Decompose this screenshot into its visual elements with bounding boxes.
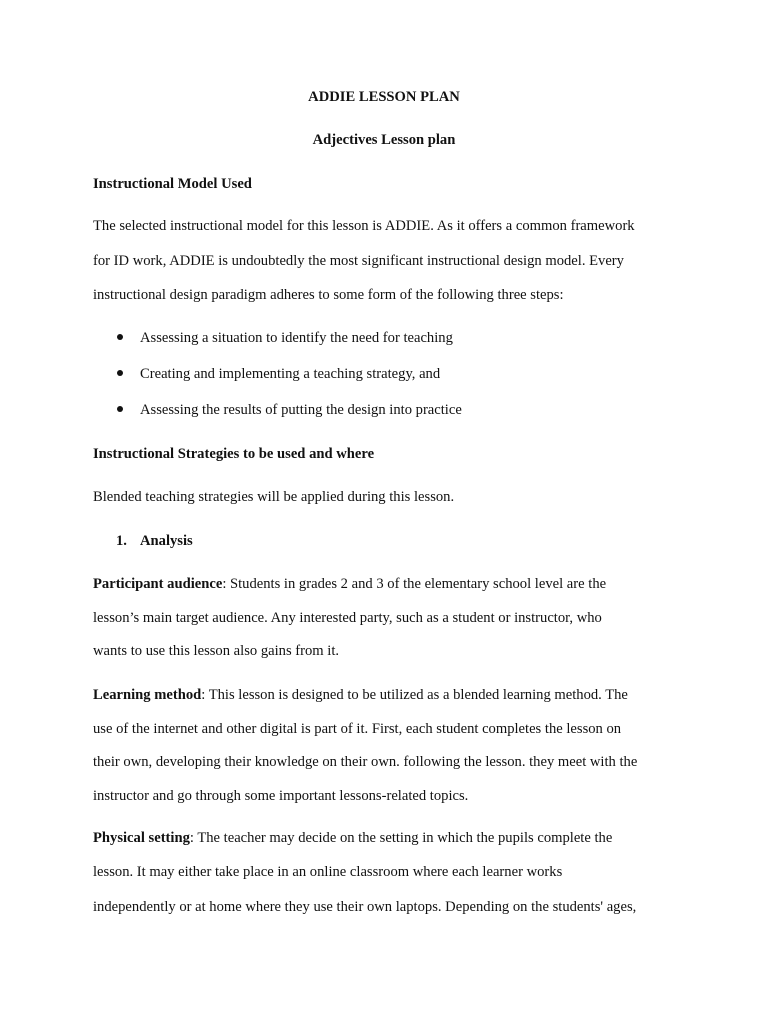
paragraph-line: use of the internet and other digital is part of it. First, each student completes the lesson on bbox=[93, 721, 622, 737]
paragraph-line: their own, developing their knowledge on their own. following the lesson. they meet with the bbox=[93, 754, 638, 770]
bullet-item: Assessing a situation to identify the need for teaching bbox=[140, 330, 453, 346]
bullet-icon bbox=[117, 406, 123, 412]
paragraph-line: Blended teaching strategies will be applied during this lesson. bbox=[93, 489, 455, 505]
physical-label: Physical setting bbox=[93, 830, 190, 846]
bullet-icon bbox=[117, 370, 123, 376]
paragraph-line: instructor and go through some important lessons-related topics. bbox=[93, 788, 469, 804]
physical-line bbox=[93, 829, 612, 847]
paragraph-line: lesson. It may either take place in an online classroom where each learner works bbox=[93, 864, 563, 880]
learning-line bbox=[93, 686, 628, 704]
list-title-analysis: Analysis bbox=[140, 533, 193, 549]
section-heading-model: Instructional Model Used bbox=[93, 176, 252, 192]
participant-label: Participant audience bbox=[93, 576, 223, 592]
learning-label: Learning method bbox=[93, 687, 202, 703]
paragraph-line: for ID work, ADDIE is undoubtedly the most significant instructional design model. Every bbox=[93, 253, 624, 269]
section-heading-strategies: Instructional Strategies to be used and where bbox=[93, 446, 375, 462]
paragraph-line: lesson’s main target audience. Any interested party, such as a student or instructor, who bbox=[93, 610, 602, 626]
physical-text: : The teacher may decide on the setting in which the pupils complete the bbox=[189, 830, 613, 846]
learning-text: : This lesson is designed to be utilized as a blended learning method. The bbox=[201, 687, 628, 703]
participant-line bbox=[93, 575, 606, 593]
list-number: 1. bbox=[116, 533, 127, 549]
bullet-item: Creating and implementing a teaching strategy, and bbox=[140, 366, 441, 382]
paragraph-line: wants to use this lesson also gains from it. bbox=[93, 643, 340, 659]
paragraph-line: The selected instructional model for this lesson is ADDIE. As it offers a common framework bbox=[93, 218, 635, 234]
participant-text: : Students in grades 2 and 3 of the elementary school level are the bbox=[222, 576, 607, 592]
bullet-icon bbox=[117, 334, 123, 340]
paragraph-line: independently or at home where they use their own laptops. Depending on the students' ages, bbox=[93, 899, 637, 915]
document-title: ADDIE LESSON PLAN bbox=[308, 89, 460, 105]
document-subtitle: Adjectives Lesson plan bbox=[312, 132, 456, 148]
paragraph-line: instructional design paradigm adheres to some form of the following three steps: bbox=[93, 287, 564, 303]
bullet-item: Assessing the results of putting the design into practice bbox=[140, 402, 462, 418]
